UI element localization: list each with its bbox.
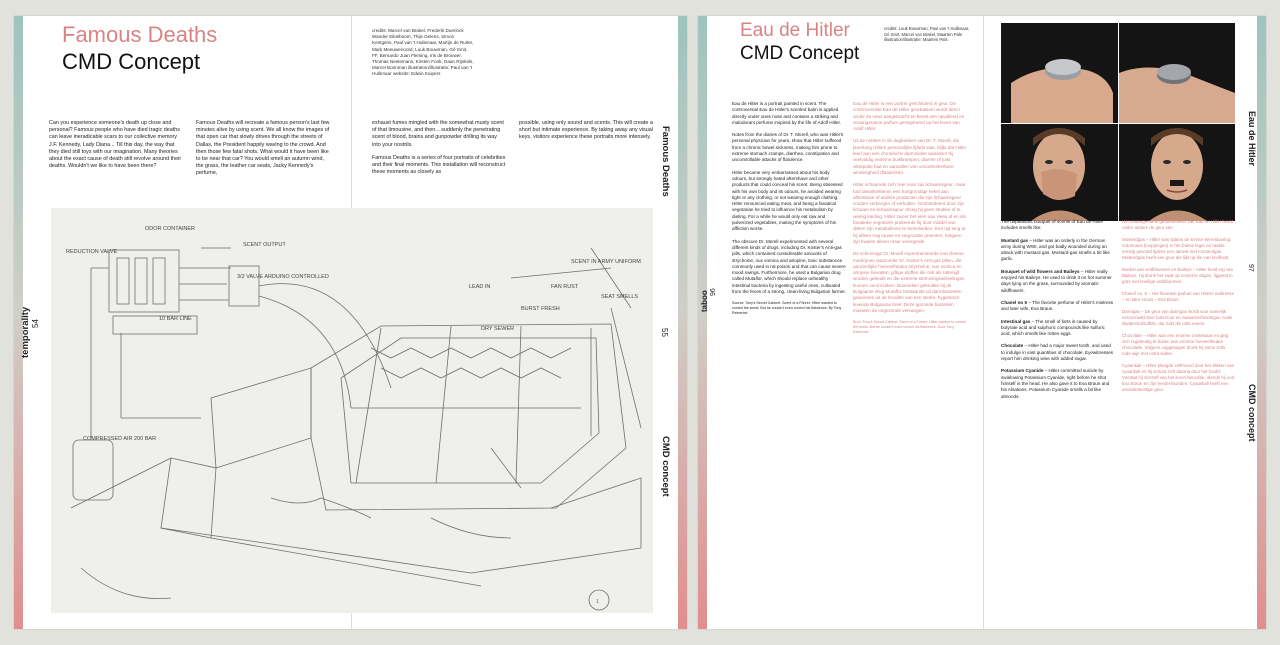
smells-intro: The unpleasant bouquet of scents of Eau de Hitler includes smells like: (1001, 219, 1104, 231)
famous-deaths-spread (14, 16, 687, 629)
smell-text: – Hitler had a major sweet tooth, and used to indulge in vast quantities of chocolate. Eyewitnesses report him drinking wine with added sugar. (1001, 343, 1114, 362)
sketch-label-valve-arduino: 3/2 VALVE ARDUINO CONTROLLED (237, 274, 329, 280)
smell-item (1001, 368, 1115, 399)
smell-text: – Hitler really enjoyed his Baileys. He used to drink it on hot summer days lying on the grass, surrounded by aromatic wildflowers. (1001, 268, 1112, 293)
intro-column-4: possible, using only sound and scents. This will create a short but intimate experience. By taking away any visual keys, visitors experience these portraits more intensely. (519, 120, 653, 141)
nl-paragraph-3: Hitler schaamde zich zeer voor zijn lichaamsgeur, maar had desalniettemin een hartgrondige hekel aan aftershave of andere producten die zijn lichaamsgeur zouden verbergen of verhullen. Geobsedeerd door zijn lichaam en lichaamsgeur droeg hij geen strakke of te weinig kleding. Hitler zwoer het eten van vlees af en als fanatieke vegetariër probeerde hij door middel van diëten zijn metabolisme te beïnvloeden. Een tijd lang at hij alleen nog rauwe en vergruisde groenten, hetgeen zijn kwalen alleen maar verergerde. (853, 182, 966, 244)
page-number-left: 96 (710, 288, 717, 296)
smells-list-dutch (1122, 219, 1235, 479)
nl-source: Bron: Tony's Secret Cabinet. Scent of a Führer: Hitler wanted to control the world. But he couldn't even control his flatulence. Door Tony Reinerbel (853, 320, 966, 334)
credits: credits: Luuk Bouwman, Paul van 't Hullenaar, Gé Smit, Marcel van Brakel, Maarten Pals illustration/illustratie: Maarten Pals (884, 26, 970, 43)
sketch-label-army-uniform: SCENT IN ARMY UNIFORM (571, 259, 641, 265)
nl-smell-item: Chocolate – Hitler was een enorme zoetekauw en ging zich regelmatig te buiten aan enorme hoeveelheden chocolade. Volgens ooggetuigen dronk hij soms zelfs rode wijn met extra suiker. (1122, 333, 1229, 356)
column-3-paragraph-2: Famous Deaths is a series of four portraits of celebrities and their final moments. This installation will reconstruct these moments as closely as (372, 154, 506, 176)
sketch-label-odor-container: ODOR CONTAINER (145, 226, 196, 232)
page-number-right: 97 (1247, 264, 1254, 272)
smell-label: Chanel no 5 (1001, 299, 1028, 305)
smell-text: – The smell of farts is caused by butyrate acid and sulphuric compounds like sulfuric acid, which smells like rotten eggs. (1001, 318, 1105, 337)
spread-fold (983, 16, 984, 629)
en-intro: Eau de Hitler is a portrait painted in scent. The controversial Eau de Hitler's scented balm is applied directly under ones nose and contains a striking and malodorant perfume inspired by the life of Adolf Hitler. (732, 101, 842, 125)
sketch-label-fan-rust: FAN RUST (551, 284, 579, 290)
sketch-label-dry-sewer: DRY SEWER (481, 326, 515, 332)
eau-de-hitler-spread (698, 16, 1266, 629)
side-label-eau-de-hitler: Eau de Hitler (1247, 111, 1257, 167)
page-title: Famous Deaths (62, 22, 218, 47)
smell-text: – Hitler committed suicide by swallowing Potassium Cyanide, right before he shot himself in the head. He also gave it to Eva Braun and his Alsatians. Potassium Cyanide smells a bit like almonds. (1001, 368, 1110, 399)
photo-man-covering-nose (1001, 124, 1118, 221)
intro-column-1: Can you experience someone's death up close and personal? Famous people who have died tragic deaths can leave ineradicable scars to our collective memory J.F. Kennedy, Lady Diana... Till this day, the way that they died still toys with our imagination. Many theories about the exact cause of death still revolve around their deaths. Wouldn't we like to have been there? (49, 120, 182, 170)
smell-item (1001, 238, 1115, 263)
nl-smell-item: Mosterdgas – Hitler was tijdens de Eerste Wereldoorlog ordonnans (loopjongen) in het Duitse leger en raakte ernstig gewond tijdens een aanval met mosterdgas. Mosterdgas heeft een geur die lijkt op die van knoflook. (1122, 237, 1231, 260)
side-label-cmd-concept: CMD concept (660, 436, 671, 497)
en-source: Source: Tony's Secret Cabinet. Scent of a Führer: Hitler wanted to control the world. But he couldn't even control his flatulence. By Tony Reinerbel (732, 301, 842, 315)
en-paragraph-3: Hitler became very embarrassed about his body odours, but strongly hated aftershave and other products that could conceal his scent. Being obsessed with his own body and its odours, he avoided wearing tight or any clothing, or not wearing enough clothing. Hitler renounced eating meat, and being a fanatical vegetarian he tried to influence his metabolism by dieting. For a while he would only eat raw and pulverized vegetables, making the symptoms of his affliction worse. (732, 169, 843, 232)
nl-smell-item: Chanel no. 5 – Het favoriete parfum van Hitlers maîtresse – en later vrouw – Eva Braun. (1122, 291, 1235, 302)
nl-smell-item: Boeket van veldbloemen en Baileys – Hitler hield erg van Baileys. Hij dronk het vaak op zomerse dagen, liggend in gras met knullige veldbloemen. (1122, 267, 1234, 284)
dutch-column (853, 101, 967, 411)
nl-paragraph-1: Eau de Hitler is een portret geschilderd in geur. De controversiële Eau de Hitler geurbalsem wordt direct onder de neus aangebracht en bevat een opvallend en onaangename parfum geïnspireerd op het leven van Adolf Hitler. (853, 101, 965, 132)
right-edge-gradient (678, 16, 687, 629)
page-subtitle: CMD Concept (62, 49, 201, 74)
smell-label: Bouquet of wild flowers and Baileys (1001, 268, 1080, 274)
right-edge-gradient (1257, 16, 1266, 629)
sketch-signature: 1 (596, 599, 600, 605)
side-label-cmd-concept: CMD concept (1247, 384, 1257, 442)
sketch-label-burst-fresh: BURST FRESH (521, 306, 560, 312)
smell-item (1001, 300, 1115, 313)
sketch-label-10-bar-line: 10 BAR LINE (159, 316, 192, 322)
nl-paragraph-4: De schimmige Dr. Morell experimenteerde met diverse medicijnen waaronder Dr. Köster's Anti-gas pillen, die aanzienlijke hoeveelheden strychnine, nux vomica en atropine bevatten: giftige stoffen die ook als rattengif worden gebruikt en die extreme stemmingswisselingen kunnen veroorzaken. Bovendien gebruikte hij de Bulgaarse drug Mutaflor bestaande uit darmbacteriën gewonnen uit de fecaliën van een sterke, hygiënisch levende Bulgaarse boer. Deze gezonde bacteriën moesten de ongezonde vervangen. (853, 251, 965, 313)
nl-smell-item: Cyaankali – Hitler pleegde zelfmoord door het slikken van cyaankali en hij schoot zich daarna door het hoofd. Voordat hij zichzelf van het leven beroofde, diende hij ook Eva Braun en zijn herdershonden. Cyaankali heeft een amandelachtige geur. (1122, 363, 1235, 392)
english-column (732, 101, 846, 411)
sketch-label-scent-output: SCENT OUTPUT (243, 242, 286, 248)
side-label-temporality: temporality (20, 306, 31, 358)
page-number-left: 54 (31, 319, 40, 328)
photo-man-with-moustache (1119, 124, 1235, 221)
smell-item (1001, 343, 1115, 362)
installation-sketch (51, 208, 653, 613)
nl-smells-intro: Het onaangename geurenboeket van Eau de Hitler bevat onder andere de geur van: (1122, 219, 1234, 230)
smell-label: Potassium Cyanide (1001, 368, 1044, 374)
nl-paragraph-2: Uit de notities in de dagboeken van Dr. T. Morell, die jarenlang Hitlers persoonlijke lijfarts was, blijkt dat Hitler leed aan een chronische darmziekte waardoor hij veelvuldig extreme buikkrampen, diarree of juist obstipatie had en aanvallen van oncontroleerbare winderigheid (flatulentie). (853, 138, 967, 175)
smells-list-english (1001, 219, 1115, 479)
side-label-taboo: taboo (700, 290, 709, 312)
side-label-famous-deaths: Famous Deaths (660, 126, 671, 197)
credits: credits: Marcel van Brakel, Frederik Duerinck Wander Eikelboom, Thijs Gelens, Simon Kentgens, Paul van 't Hullenaar, Martijn de Ruiter, Mark Meeuwenoord, Luuk Bouwman, Gé Smit, FF, Bernardo Juan Fleming, Iris de Brouwer, Thomas Neelemans, Kirsten Fonk, Daan Rijnkels, Marcel Boonman illustration/illustratie: Paul van 't Hullenaar website: Edwin Kuipers (372, 28, 474, 77)
intro-column-3 (372, 120, 506, 210)
photo-hand-balm-closed (1119, 23, 1235, 123)
smell-text: – Hitler was an orderly in the German army during WWI, and got badly wounded during an attack with mustard gas. Mustard-gas smells a bit like garlic. (1001, 237, 1110, 262)
photo-hand-balm-open (1001, 23, 1118, 123)
sketch-label-lead-in: LEAD IN (469, 284, 491, 290)
page-title: Eau de Hitler (740, 20, 850, 41)
en-paragraph-4: The obscure Dr. Morell experimented with several different kinds of drugs, including Dr. Köster's Anti-gas pills, which contained considerable amounts of strychnine, nux vomica and atropine, toxic substances commonly used in rat poison and that can cause severe mood swings. Furthermore, he used a Bulgarian drug called Mutaflor, which should replace unhealthy intestinal bacteria by ingesting useful ones, cultivated from the feces of a strong, clean-living Bulgarian farmer. (732, 238, 846, 295)
smell-item (1001, 269, 1115, 294)
nl-smell-item: Darmgas – De geur van darmgas wordt voor namelijk veroorzaakt door boterzuur en zwavelverbindingen zoals diwaterstofsulfide, dat ruikt als rotte eieren. (1122, 309, 1233, 326)
page-number-right: 55 (660, 328, 669, 337)
smell-label: Intestinal gas (1001, 318, 1031, 324)
smell-label: Chocolate (1001, 343, 1024, 349)
left-edge-gradient (698, 16, 707, 629)
sketch-label-compressed-air: COMPRESSED AIR 200 BAR (83, 436, 157, 442)
column-3-paragraph-1: exhaust fumes mingled with the somewhat musty scent of that limousine, and then... suddenly the penetrating scent of blood, brains and gunpowder drilling its way into your nostrils. (372, 120, 504, 148)
intro-column-2: Famous Deaths will recreate a famous person's last few minutes alive by using scent. We all know the images of that open car that slowly drives through the streets of Dallas, the President happily waving to the crowd. And then those few fatal shots. What would it have been like to be near that car? You would smell an autumn wind, the grass, the leather car seats, Jacky Kennedy's perfume, (196, 120, 330, 177)
sketch-label-seat-smells: SEAT SMELLS (601, 294, 639, 300)
smell-item (1001, 319, 1115, 338)
sketch-label-reduction-valve: REDUCTION VALVE (66, 249, 118, 255)
en-paragraph-2: Notes from the diaries of Dr. T. Morell, who was Hitler's personal physician for years, show that Hitler suffered from a chronic bowel sickness, making him prone to extreme stomach cramps, diarrhea, constipation and uncontrollable attacks of flatulence. (732, 132, 844, 163)
page-subtitle: CMD Concept (740, 43, 860, 64)
smell-label: Mustard gas (1001, 237, 1029, 243)
smell-text: – The favorite perfume of Hitler's mistress and later wife, Eva Braun. (1001, 299, 1114, 312)
